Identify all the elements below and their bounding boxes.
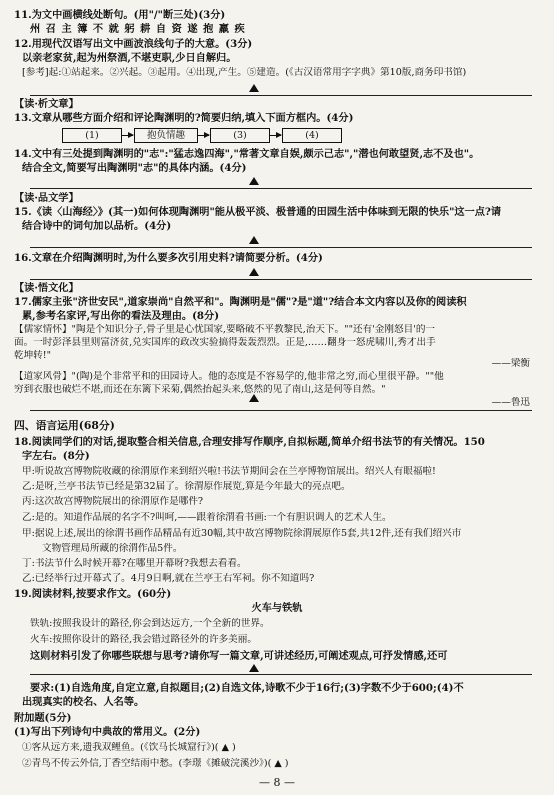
q17-comment-author-1: ——梁衡 <box>491 358 530 369</box>
q18-dialogue-2: 乙:是呀,兰亭书法节已经是第32届了。徐渭原作展览,算是今年最大的亮点吧。 <box>22 481 351 492</box>
arrow-right-icon <box>269 135 281 136</box>
q11-sentence: 州 召 主 簿 不 就 躬 耕 自 资 遂 抱 羸 疾 <box>30 23 246 35</box>
q12-title: 12.用现代汉语写出文中画波浪线句子的大意。(3分) <box>14 38 253 50</box>
bonus-item-2: ②青鸟不传云外信,丁香空结雨中愁。(李璟《摊破浣溪沙》)( ▲ ) <box>22 758 289 769</box>
bonus-item-1: ①客从远方来,遗我双鲤鱼。(《饮马长城窟行》)( ▲ ) <box>22 742 236 753</box>
q19-requirement-2: 出现真实的校名、人名等。 <box>22 696 145 708</box>
section-culture-heading: 【读·悟文化】 <box>14 282 79 294</box>
bonus-subquestion: (1)写出下列诗句中典故的常用义。(2分) <box>14 726 201 738</box>
q13-box-2: 抱负情趣 <box>134 128 198 143</box>
q18-dialogue-4: 乙:是的。知道作品展的名字不?叫呵,——跟着徐渭看书画:一个有胆识调人的艺术人生。 <box>22 512 392 523</box>
q17-comment-confucian-2: 面。一时彭泽县里则富济贫,兑实国库的政改实验搞得轰轰烈烈。正是,……翻身一怒虎啸川,秀才出手 <box>14 337 436 348</box>
q17-comment-confucian-1: 【儒家情怀】"陶是个知识分子,骨子里是心忧国家,要略破不平教黎民,治天下。""还有'金刚怒目'的一 <box>14 324 436 335</box>
answer-triangle-icon <box>249 394 259 402</box>
section-taste-heading: 【读·品文学】 <box>14 192 79 204</box>
q12-reference: [参考]起:①站起来。②兴起。③起用。④出现,产生。⑤建造。(《古汉语常用字字典》第10版,商务印书馆) <box>22 67 467 78</box>
q12-sentence: 以亲老家贫,起为州祭酒,不堪吏职,少日自解归。 <box>22 52 237 64</box>
q19-requirement-1: 要求:(1)自选角度,自定立意,自拟题目;(2)自选文体,诗歌不少于16行;(3)字数不少于600;(4)不 <box>30 682 464 694</box>
q17-comment-confucian-3: 乾坤转!" <box>14 350 52 361</box>
arrow-right-icon <box>197 135 209 136</box>
q19-prompt: 这则材料引发了你哪些联想与思考?请你写一篇文章,可讲述经历,可阐述观点,可抒发情感,还可 <box>30 650 448 662</box>
arrow-right-icon <box>121 135 133 136</box>
q13-box-1: (1) <box>62 128 122 143</box>
section-analysis-heading: 【读·析文章】 <box>14 98 79 110</box>
q18-dialogue-3: 丙:这次故宫博物院展出的徐渭原作是哪件? <box>22 496 204 507</box>
q13-box-3: (3) <box>210 128 270 143</box>
q19-material-title: 火车与铁轨 <box>251 602 303 614</box>
q13-title: 13.文章从哪些方面介绍和评论陶渊明的?简要归纳,填入下面方框内。(4分) <box>14 112 354 124</box>
q19-title: 19.阅读材料,按要求作文。(60分) <box>14 588 172 600</box>
q14-line-2: 结合全文,简要写出陶渊明"志"的具体内涵。(4分) <box>22 162 247 174</box>
answer-triangle-icon <box>249 664 259 672</box>
q11-title: 11.为文中画横线处断句。(用"/"断三处)(3分) <box>14 9 226 21</box>
answer-triangle-icon <box>249 177 259 185</box>
q14-line-1: 14.文中有三处提到陶渊明的"志":"猛志逸四海","常著文章自娱,颇示己志","潜也何敢望贤,志不及也"。 <box>14 148 480 160</box>
q18-dialogue-6: 丁:书法节什么时候开幕?在哪里开幕呀?我想去看看。 <box>22 558 247 569</box>
answer-line <box>30 188 532 189</box>
q17-line-1: 17.儒家主张"济世安民",道家崇尚"自然平和"。陶渊明是"儒"?是"道"?结合本文内容以及你的阅读积 <box>14 296 467 308</box>
q18-dialogue-7: 乙:已经举行过开幕式了。4月9日啊,就在兰亭王右军祠。你不知道吗? <box>22 573 315 584</box>
q18-line-1: 18.阅读同学们的对话,提取整合相关信息,合理安排写作顺序,自拟标题,简单介绍书法节的有关情况。150 <box>14 436 485 448</box>
q13-box-4: (4) <box>282 128 342 143</box>
q16-title: 16.文章在介绍陶渊明时,为什么要多次引用史料?请简要分析。(4分) <box>14 252 323 264</box>
q18-dialogue-5b: 文物管理局所藏的徐渭作品5件。 <box>42 543 183 554</box>
page-number: — 8 — <box>259 776 295 789</box>
q18-dialogue-1: 甲:听说故宫博物院收藏的徐渭原作来到绍兴啦!书法节期间会在兰亭博物馆展出。绍兴人有眼福啦! <box>22 466 436 477</box>
section-4-heading: 四、语言运用(68分) <box>14 420 115 432</box>
q15-line-1: 15.《读〈山海经〉》(其一)如何体现陶渊明"能从极平淡、极普通的田园生活中体味到无限的快乐"这一点?请 <box>14 206 502 218</box>
q17-line-2: 累,参考名家评,写出你的看法及理由。(8分) <box>22 310 220 322</box>
q18-dialogue-5a: 甲:据说上述,展出的徐渭书画作品精品有近30幅,其中故宫博物院徐渭展原作5套,共12件,还有我们绍兴市 <box>22 528 462 539</box>
answer-triangle-icon <box>249 268 259 276</box>
q17-comment-taoist-1: 【道家风骨】"(陶)是个非常平和的田园诗人。他的态度是不容易学的,他非常之穷,而心里很平静。""他 <box>14 371 444 382</box>
answer-line <box>30 410 532 411</box>
bonus-title: 附加题(5分) <box>14 712 72 724</box>
q19-material-line-2: 火车:按照你设计的路径,我会错过路径外的许多美丽。 <box>30 634 257 645</box>
answer-triangle-icon <box>249 84 259 92</box>
answer-line <box>30 95 532 96</box>
q15-line-2: 结合诗中的词句加以品析。(4分) <box>22 220 172 232</box>
answer-triangle-icon <box>249 236 259 244</box>
answer-line <box>30 674 532 675</box>
q19-material-line-1: 铁轨:按照我设计的路径,你会到达远方,一个全新的世界。 <box>30 618 270 629</box>
answer-line <box>30 247 532 248</box>
q17-comment-taoist-2: 穷到衣服也破烂不堪,而还在东篱下采菊,偶然抬起头来,悠然的见了南山,这是何等自然。" <box>14 384 386 395</box>
q17-comment-author-2: ——鲁迅 <box>491 397 530 408</box>
q18-line-2: 字左右。(8分) <box>22 450 90 462</box>
answer-line <box>30 279 532 280</box>
